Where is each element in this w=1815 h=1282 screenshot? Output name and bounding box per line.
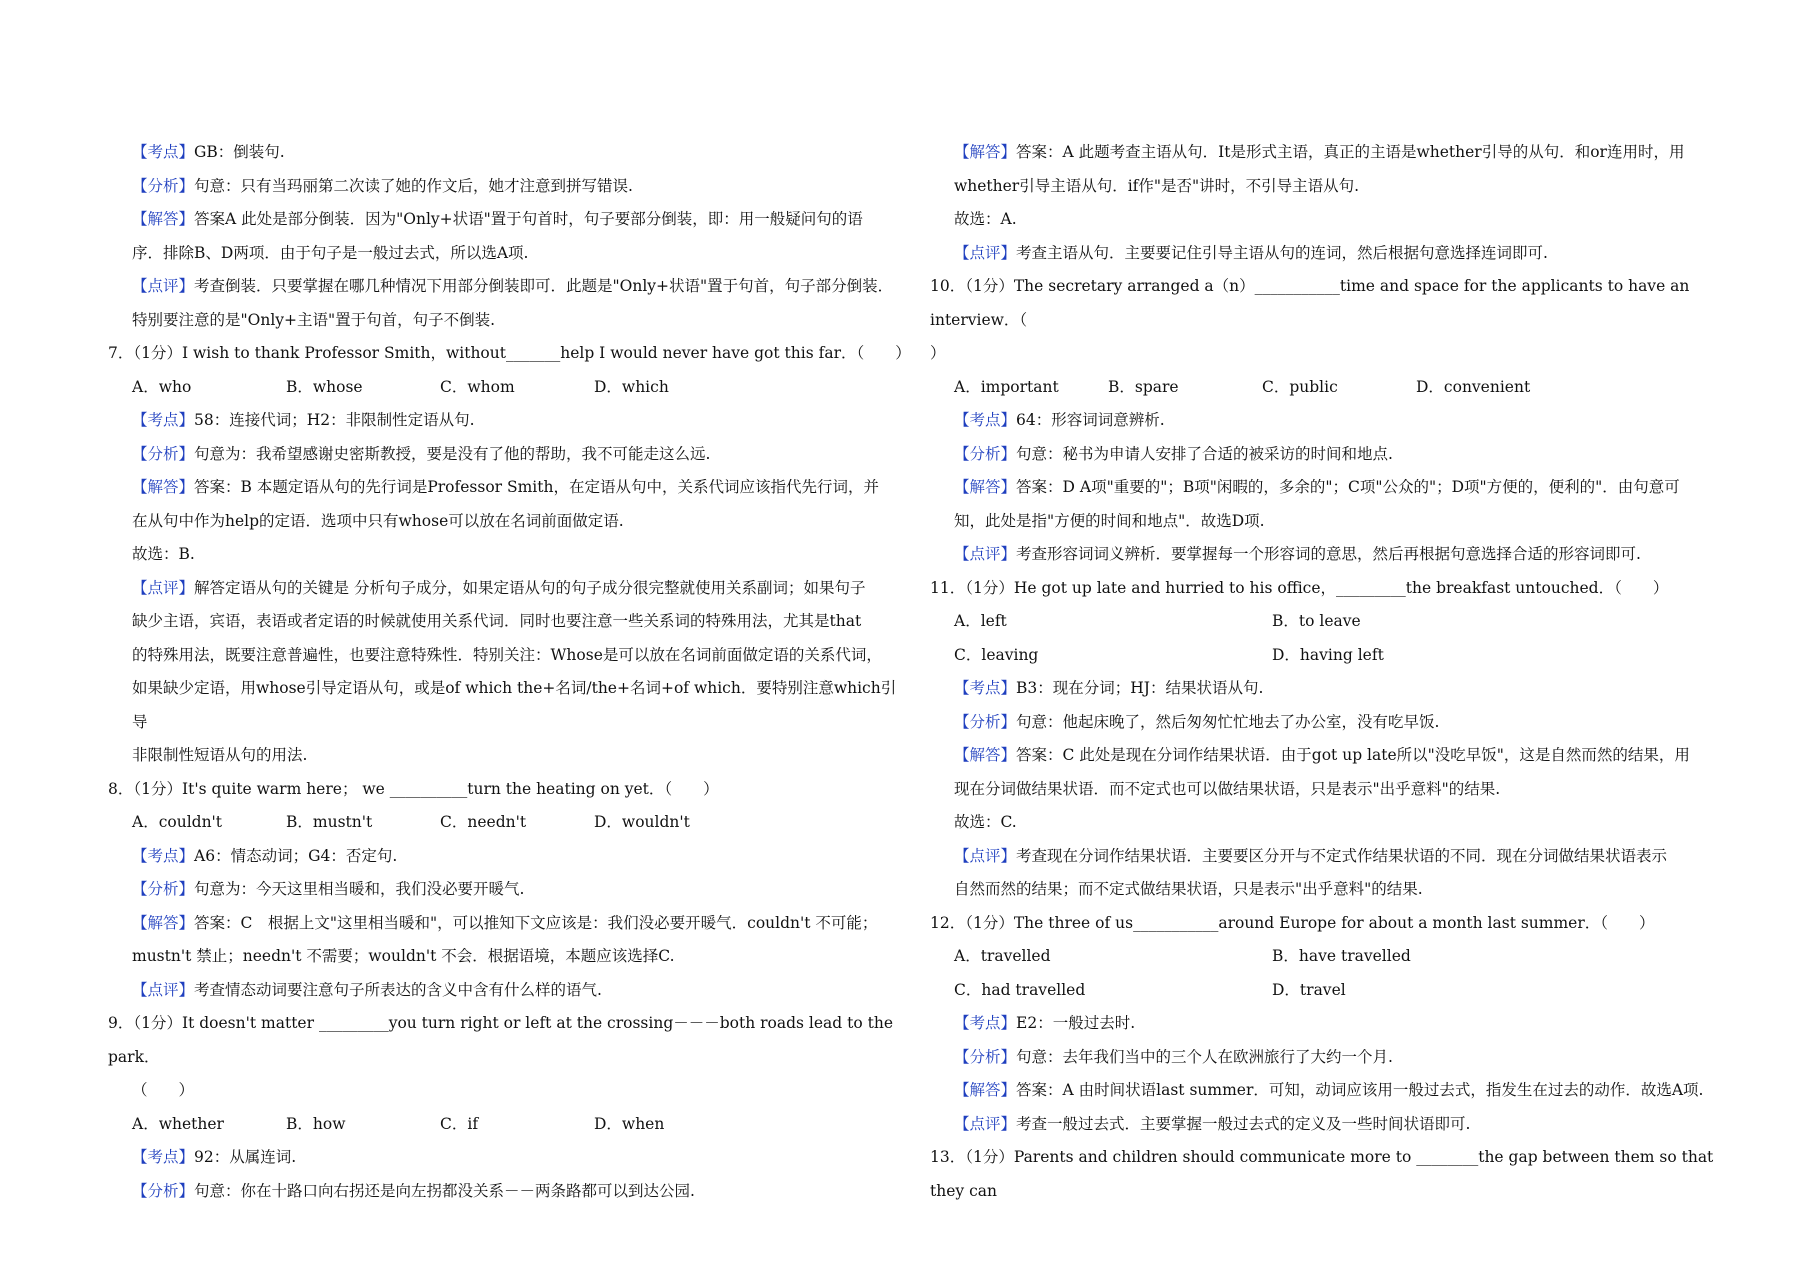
explanation-line [930, 739, 1720, 773]
explanation-line [930, 538, 1720, 572]
explanation-line [108, 404, 908, 438]
section-tag: 【点评】 [954, 545, 1017, 563]
section-tag: 【点评】 [954, 1114, 1017, 1133]
explanation-text: 句意：他起床晚了，然后匆匆忙忙地去了办公室，没有吃早饭. [1016, 712, 1440, 731]
section-tag: 【解答】 [132, 913, 195, 932]
explanation-line [108, 136, 908, 170]
text-line: 故选：A. [954, 210, 1017, 228]
answer-option: D．having left [1272, 645, 1384, 664]
explanation-line [930, 471, 1720, 505]
explanation-text: 句意：你在十路口向右拐还是向左拐都没关系－－两条路都可以到达公园. [194, 1181, 695, 1200]
explanation-line [108, 471, 908, 505]
answer-options [108, 371, 908, 405]
explanation-text: GB：倒装句. [194, 143, 285, 161]
section-tag: 【考点】 [954, 679, 1017, 697]
answer-option: A．couldn't [132, 813, 223, 831]
section-tag: 【考点】 [132, 846, 195, 865]
section-tag: 【点评】 [954, 846, 1017, 865]
explanation-line [930, 1108, 1720, 1142]
explanation-line [930, 1074, 1720, 1108]
question-stem: 9．（1分）It doesn't matter _________you turn right or left at the crossing－－－both roads lead to the park． [108, 1014, 894, 1066]
text-line: 的特殊用法，既要注意普遍性，也要注意特殊性．特别关注：Whose是可以放在名词前面做定语的关系代词， [132, 645, 882, 664]
section-tag: 【考点】 [132, 1148, 195, 1166]
section-tag: 【点评】 [132, 578, 195, 597]
answer-option: C．whom [440, 377, 515, 396]
explanation-text: 答案：A 此题考查主语从句．It是形式主语，真正的主语是whether引导的从句．和or连用时，用 [1016, 143, 1685, 161]
answer-option: C．public [1262, 377, 1338, 396]
text-line: 如果缺少定语，用whose引导定语从句，或是of which the+名词/the+名词+of which．要特别注意which引导 [132, 679, 897, 731]
explanation-line [108, 974, 908, 1008]
question-stem: 13．（1分）Parents and children should communicate more to ________the gap between them so that they can [930, 1148, 1714, 1200]
explanation-text: E2：一般过去时. [1016, 1014, 1136, 1032]
left-column [108, 136, 911, 1208]
answer-option: D．wouldn't [594, 813, 690, 831]
explanation-line [930, 404, 1720, 438]
explanation-text: 考查一般过去式．主要掌握一般过去式的定义及一些时间状语即可. [1016, 1114, 1471, 1133]
question-stem: 10．（1分）The secretary arranged a（n）___________time and space for the applicants to have an interview．（ [930, 277, 1690, 329]
explanation-text: 答案：C 根据上文"这里相当暖和"，可以推知下文应该是：我们没必要开暖气．couldn't 不可能； [194, 913, 878, 932]
text-line: mustn't 禁止；needn't 不需要；wouldn't 不会．根据语境，本题应该选择C. [132, 947, 675, 965]
answer-option: C．leaving [954, 645, 1039, 664]
text-line: 故选：B. [132, 545, 195, 563]
text-line: 缺少主语，宾语，表语或者定语的时候就使用关系代词．同时也要注意一些关系词的特殊用法，尤其是that [132, 612, 862, 630]
text-line: 非限制性短语从句的用法. [132, 746, 308, 764]
answer-option: B．spare [1108, 377, 1179, 396]
explanation-text: 答案：D A项"重要的"；B项"闲暇的，多余的"；C项"公众的"；D项"方便的，便利的"．由句意可 [1016, 478, 1680, 496]
explanation-line [108, 170, 908, 204]
explanation-text: 考查现在分词作结果状语．主要要区分开与不定式作结果状语的不同．现在分词做结果状语表示 [1016, 846, 1668, 865]
section-tag: 【点评】 [132, 980, 195, 999]
answer-option: B．mustn't [286, 813, 373, 831]
section-tag: 【解答】 [132, 210, 195, 228]
section-tag: 【解答】 [954, 143, 1017, 161]
section-tag: 【分析】 [132, 444, 195, 463]
explanation-text: 句意：去年我们当中的三个人在欧洲旅行了大约一个月. [1016, 1047, 1393, 1066]
answer-option: B．whose [286, 377, 363, 396]
text-line: 在从句中作为help的定语．选项中只有whose可以放在名词前面做定语. [132, 511, 624, 530]
section-tag: 【解答】 [954, 746, 1017, 764]
explanation-text: 解答定语从句的关键是 分析句子成分，如果定语从句的句子成分很完整就使用关系副词；如果句子 [194, 578, 866, 597]
section-tag: 【分析】 [132, 880, 195, 898]
section-tag: 【解答】 [132, 478, 195, 496]
text-line: 现在分词做结果状语．而不定式也可以做结果状语，只是表示"出乎意料"的结果. [954, 779, 1501, 798]
section-tag: 【分析】 [132, 1181, 195, 1200]
explanation-text: 句意：只有当玛丽第二次读了她的作文后，她才注意到拼写错误. [194, 176, 633, 195]
text-line: whether引导主语从句．if作"是否"讲时，不引导主语从句. [954, 176, 1360, 195]
explanation-text: 句意为：今天这里相当暖和，我们没必要开暖气. [194, 880, 525, 898]
answer-option: A．important [954, 377, 1059, 396]
answer-option: A．travelled [954, 947, 1051, 965]
answer-option: D．which [594, 377, 669, 396]
answer-options [930, 974, 1720, 1008]
answer-options [108, 1108, 908, 1142]
explanation-text: 64：形容词词意辨析. [1016, 411, 1165, 429]
explanation-text: 考查情态动词要注意句子所表达的含义中含有什么样的语气. [194, 980, 602, 999]
explanation-line [108, 270, 908, 304]
section-tag: 【分析】 [954, 1047, 1017, 1066]
explanation-text: 答案：C 此处是现在分词作结果状语．由于got up late所以"没吃早饭"，这是自然而然的结果，用 [1016, 746, 1690, 764]
text-line: （ ） [132, 1081, 195, 1099]
explanation-line [930, 672, 1720, 706]
explanation-line [108, 1141, 908, 1175]
answer-option: B．how [286, 1114, 346, 1133]
explanation-text: 答案：A 由时间状语last summer．可知，动词应该用一般过去式，指发生在过去的动作．故选A项. [1016, 1081, 1704, 1099]
answer-option: C．if [440, 1114, 479, 1133]
section-tag: 【考点】 [132, 411, 195, 429]
explanation-text: 答案：B 本题定语从句的先行词是Professor Smith，在定语从句中，关系代词应该指代先行词，并 [194, 478, 879, 496]
explanation-line [930, 1007, 1720, 1041]
explanation-line [930, 438, 1720, 472]
answer-option: D．travel [1272, 980, 1346, 999]
explanation-text: 考查倒装．只要掌握在哪几种情况下用部分倒装即可．此题是"Only+状语"置于句首，句子部分倒装． [194, 277, 894, 295]
explanation-line [930, 136, 1720, 170]
explanation-text: 句意：秘书为申请人安排了合适的被采访的时间和地点. [1016, 444, 1393, 463]
answer-option: D．convenient [1416, 377, 1531, 396]
question-stem: 7．（1分）I wish to thank Professor Smith，without_______help I would never have got this far．（ ） [108, 344, 911, 362]
explanation-line [930, 1041, 1720, 1075]
explanation-text: A6：情态动词；G4：否定句. [194, 846, 398, 865]
section-tag: 【分析】 [954, 712, 1017, 731]
explanation-line [108, 203, 908, 237]
question-stem: 11．（1分）He got up late and hurried to his office，_________the breakfast untouched．（ ） [930, 578, 1669, 597]
explanation-line [108, 840, 908, 874]
explanation-line [108, 907, 908, 941]
explanation-line [108, 873, 908, 907]
answer-option: D．when [594, 1114, 665, 1133]
section-tag: 【考点】 [132, 143, 195, 161]
text-line: 知，此处是指"方便的时间和地点"．故选D项. [954, 511, 1265, 530]
question-stem-continued: ） [930, 344, 946, 362]
answer-option: A．whether [132, 1114, 224, 1133]
section-tag: 【解答】 [954, 478, 1017, 496]
section-tag: 【分析】 [132, 176, 195, 195]
explanation-text: 考查主语从句．主要要记住引导主语从句的连词，然后根据句意选择连词即可. [1016, 243, 1548, 262]
explanation-text: 答案A 此处是部分倒装．因为"Only+状语"置于句首时，句子要部分倒装，即：用一般疑问句的语 [194, 210, 863, 228]
explanation-line [930, 237, 1720, 271]
answer-options [930, 605, 1720, 639]
section-tag: 【点评】 [132, 277, 195, 295]
explanation-text: 考查形容词词义辨析．要掌握每一个形容词的意思，然后再根据句意选择合适的形容词即可. [1016, 545, 1641, 563]
explanation-line [108, 438, 908, 472]
answer-options [930, 940, 1720, 974]
answer-option: C．had travelled [954, 980, 1086, 999]
text-line: 序．排除B、D两项．由于句子是一般过去式，所以选A项. [132, 243, 529, 262]
section-tag: 【点评】 [954, 243, 1017, 262]
text-line: 故选：C. [954, 813, 1017, 831]
answer-option: A．left [954, 612, 1007, 630]
answer-options [930, 639, 1720, 673]
explanation-text: B3：现在分词；HJ：结果状语从句. [1016, 679, 1264, 697]
answer-option: C．needn't [440, 813, 527, 831]
section-tag: 【考点】 [954, 411, 1017, 429]
explanation-line [108, 572, 908, 606]
answer-options [930, 371, 1720, 405]
section-tag: 【解答】 [954, 1081, 1017, 1099]
section-tag: 【分析】 [954, 444, 1017, 463]
explanation-line [108, 1175, 908, 1209]
question-stem: 8．（1分）It's quite warm here； we __________turn the heating on yet．（ ） [108, 779, 719, 798]
explanation-line [930, 706, 1720, 740]
section-tag: 【考点】 [954, 1014, 1017, 1032]
answer-option: A．who [132, 377, 192, 396]
explanation-text: 92：从属连词. [194, 1148, 297, 1166]
explanation-text: 句意为：我希望感谢史密斯教授，要是没有了他的帮助，我不可能走这么远. [194, 444, 711, 463]
explanation-line [930, 840, 1720, 874]
answer-option: B．have travelled [1272, 947, 1411, 965]
text-line: 特别要注意的是"Only+主语"置于句首，句子不倒装. [132, 310, 496, 329]
right-column [930, 136, 1720, 1208]
answer-option: B．to leave [1272, 612, 1361, 630]
answer-options [108, 806, 908, 840]
text-line: 自然而然的结果；而不定式做结果状语，只是表示"出乎意料"的结果. [954, 880, 1423, 898]
explanation-text: 58：连接代词；H2：非限制性定语从句. [194, 411, 475, 429]
question-stem: 12．（1分）The three of us___________around Europe for about a month last summer．（ ） [930, 913, 1655, 932]
